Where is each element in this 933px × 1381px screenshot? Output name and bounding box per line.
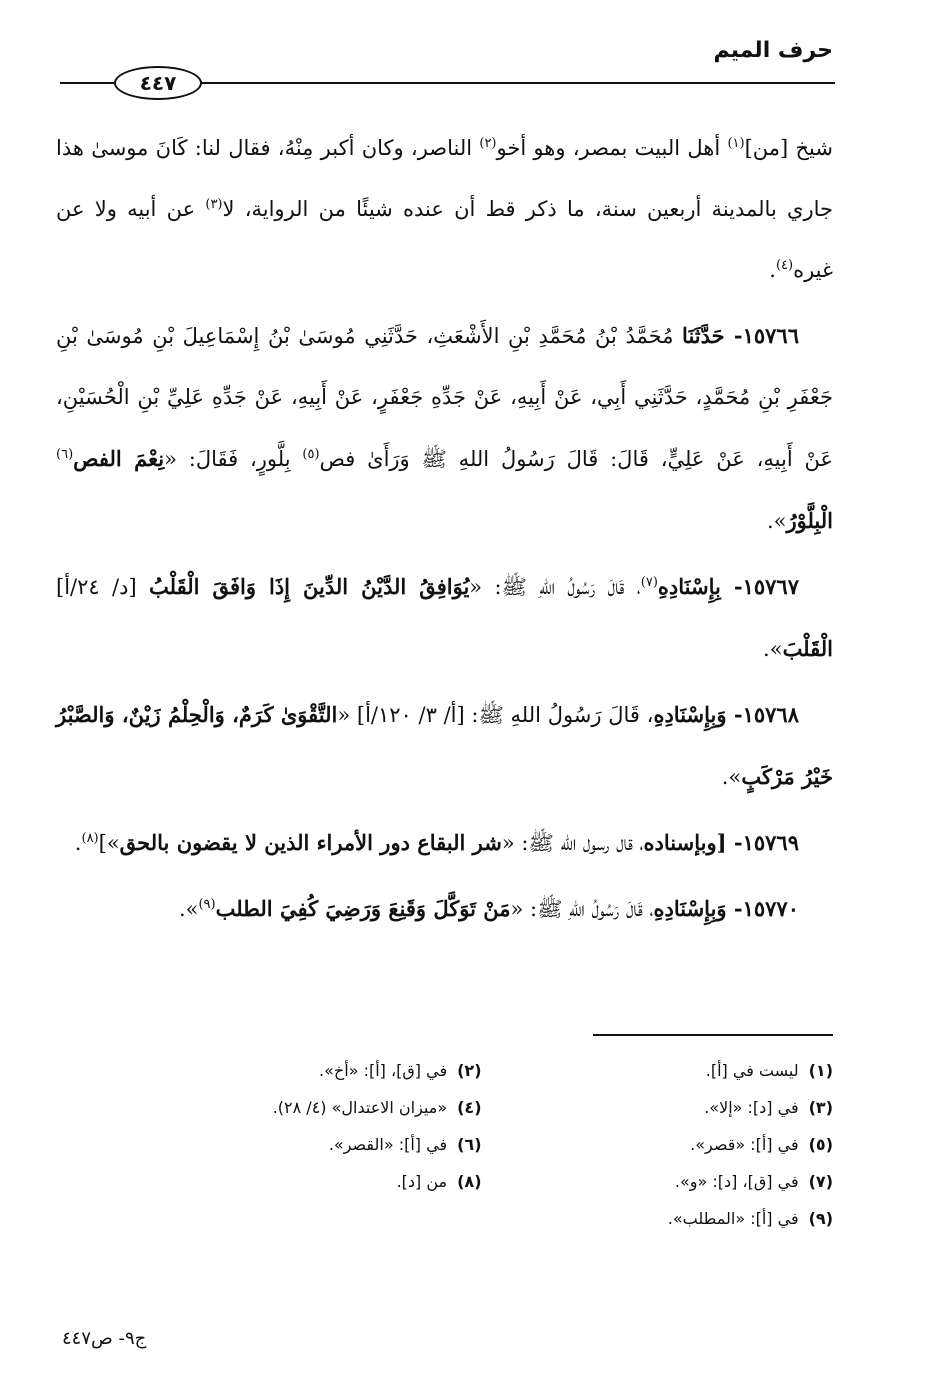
hadith-number: ١٥٧٦٩- — [726, 830, 799, 855]
footnote-number: (٦) — [457, 1135, 482, 1154]
footnote-number: (٧) — [808, 1172, 833, 1191]
footnote-ref[interactable]: (٤) — [775, 258, 794, 273]
text-run: ». — [721, 765, 742, 789]
body-text — [56, 118, 833, 944]
footnote-ref[interactable]: (٣) — [205, 197, 223, 212]
hadith-15768 — [56, 684, 833, 808]
footnote-item — [482, 1135, 834, 1154]
footnote-text: ليست في [أ]. — [705, 1061, 799, 1080]
footnote-number: (٣) — [808, 1098, 833, 1117]
footnote-ref[interactable]: (٨) — [81, 831, 99, 846]
text-run: »] — [98, 831, 120, 855]
hadith-quote: الْبِلَّوْرُ — [786, 508, 833, 533]
footnote-item — [130, 1135, 482, 1154]
hadith-number: ١٥٧٧٠- — [726, 896, 799, 921]
narration-word: [وبإسناده — [643, 830, 727, 855]
narration-word: وَبِإِسْنَادِهِ — [653, 702, 727, 727]
text-run: بِلَّورٍ، فَقَالَ: « — [164, 447, 303, 471]
footnotes — [130, 1052, 833, 1237]
hadith-quote: نِعْمَ الفص — [73, 446, 165, 471]
hadith-quote: الْقَلْبَ — [782, 636, 833, 661]
footnote-ref[interactable]: (٩) — [198, 897, 216, 912]
page-number: ٤٤٧ — [114, 66, 202, 100]
footnote-text: في [ق]، [د]: «و». — [674, 1172, 799, 1191]
hadith-quote: يُوَافِقُ الدَّيْنُ الدِّينَ إِذَا وَافَقَ الْقَلْبُ — [149, 574, 470, 599]
footnote-ref[interactable]: (٧) — [640, 575, 658, 590]
footnote-item — [482, 1098, 834, 1117]
hadith-quote: التَّقْوَىٰ كَرَمٌ، وَالْحِلْمُ زَيْنٌ، وَالصَّبْرُ خَيْرُ مَرْكَبٍ — [56, 702, 833, 789]
hadith-15766 — [56, 305, 833, 552]
text-run: شيخ [من] — [744, 136, 833, 160]
manuscript-ref: [د/ ٢٤/أ] — [56, 575, 150, 599]
text-run: ، قَالَ رَسُولُ اللهِ ﷺ: [أ/ ٣/ ١٢٠/أ] « — [337, 703, 654, 727]
footnote-number: (٨) — [457, 1172, 482, 1191]
text-run: ، قال رسول الله ﷺ: « — [501, 831, 644, 855]
text-run: ». — [178, 897, 199, 921]
text-run: . — [769, 258, 776, 282]
text-run: ، قَالَ رَسُولُ اللهِ ﷺ: « — [469, 575, 641, 599]
narration-word: بِإِسْنَادِهِ — [657, 574, 721, 599]
footnote-item — [448, 1209, 833, 1228]
footnote-ref[interactable]: (٥) — [302, 447, 320, 462]
footnote-ref[interactable]: (٦) — [56, 447, 74, 462]
hadith-quote: مَنْ تَوَكَّلَ وَقَنِعَ وَرَضِيَ كُفِيَ الطلب — [215, 896, 511, 921]
running-head: حرف الميم — [713, 38, 833, 63]
footnote-number: (٩) — [808, 1209, 833, 1228]
footnote-row — [130, 1126, 833, 1163]
footnote-number: (٢) — [457, 1061, 482, 1080]
footnote-ref[interactable]: (١) — [727, 136, 745, 151]
footnote-item — [130, 1061, 482, 1080]
hadith-quote: شر البقاع دور الأمراء الذين لا يقضون بالحق — [119, 830, 502, 855]
narration-word: وَبِإِسْنَادِهِ — [653, 896, 727, 921]
text-run: الناصر، وكان أكبر مِنْهُ، فقال لنا: كَانَ موسىٰ هذا جاري بالمدينة أربعين سنة، ما ذكر قط أن عنده شيئًا من الرواية، لا — [56, 136, 833, 221]
footnote-number: (٥) — [808, 1135, 833, 1154]
text-run: مُحَمَّدُ بْنُ مُحَمَّدِ بْنِ الأَشْعَثِ، حَدَّثَنِي مُوسَىٰ بْنُ إِسْمَاعِيلَ بْنِ مُوسَىٰ بْنِ جَعْفَرِ بْنِ مُحَمَّدٍ، حَدَّثَنِي أَبِي، عَنْ أَبِيهِ، عَنْ جَدِّهِ جَعْفَرٍ، عَنْ أَبِيهِ، عَنْ جَدِّهِ عَلِيِّ بْنِ الْحُسَيْنِ، عَنْ أَبِيهِ، عَنْ عَلِيٍّ، قَالَ: قَالَ رَسُولُ اللهِ ﷺ وَرَأَىٰ فص — [56, 324, 833, 471]
footnote-row — [130, 1089, 833, 1126]
footnote-text: في [د]: «إلا». — [704, 1098, 799, 1117]
footnote-text: في [ق]، [أ]: «أخ». — [319, 1061, 448, 1080]
footnote-text: من [د]. — [396, 1172, 448, 1191]
text-run: ». — [763, 637, 783, 661]
hadith-number: ١٥٧٦٦- — [724, 323, 799, 348]
footnote-ref[interactable]: (٢) — [479, 136, 497, 151]
volume-page-ref: ج٩- ص٤٤٧ — [62, 1328, 147, 1349]
hadith-15769 — [56, 812, 833, 874]
footnote-text: في [أ]: «القصر». — [328, 1135, 448, 1154]
narration-word: حَدَّثَنَا — [682, 323, 725, 348]
footnote-item — [130, 1172, 482, 1191]
hadith-number: ١٥٧٦٨- — [726, 702, 799, 727]
hadith-15767 — [56, 556, 833, 680]
text-run: . — [74, 831, 82, 855]
footnote-item — [482, 1172, 834, 1191]
text-run: أهل البيت بمصر، وهو أخو — [496, 136, 728, 160]
text-run: عن أبيه ولا عن غيره — [56, 197, 833, 282]
footnote-row — [130, 1163, 833, 1200]
footnote-number: (٤) — [457, 1098, 482, 1117]
footnote-text: في [أ]: «المطلب». — [667, 1209, 799, 1228]
footnote-number: (١) — [808, 1061, 833, 1080]
text-run: ». — [766, 509, 787, 533]
text-run: ، قَالَ رَسُولُ اللهِ ﷺ: « — [510, 897, 654, 921]
hadith-15770 — [56, 878, 833, 940]
paragraph-intro — [56, 118, 833, 301]
hadith-number: ١٥٧٦٧- — [720, 574, 799, 599]
footnote-row — [130, 1200, 833, 1237]
footnote-text: في [أ]: «قصر». — [690, 1135, 799, 1154]
footnote-item — [130, 1098, 482, 1117]
footnote-item — [482, 1061, 834, 1080]
footnote-rule — [593, 1034, 833, 1036]
footnote-row — [130, 1052, 833, 1089]
footnote-text: «ميزان الاعتدال» (٤/ ٢٨). — [272, 1098, 448, 1117]
